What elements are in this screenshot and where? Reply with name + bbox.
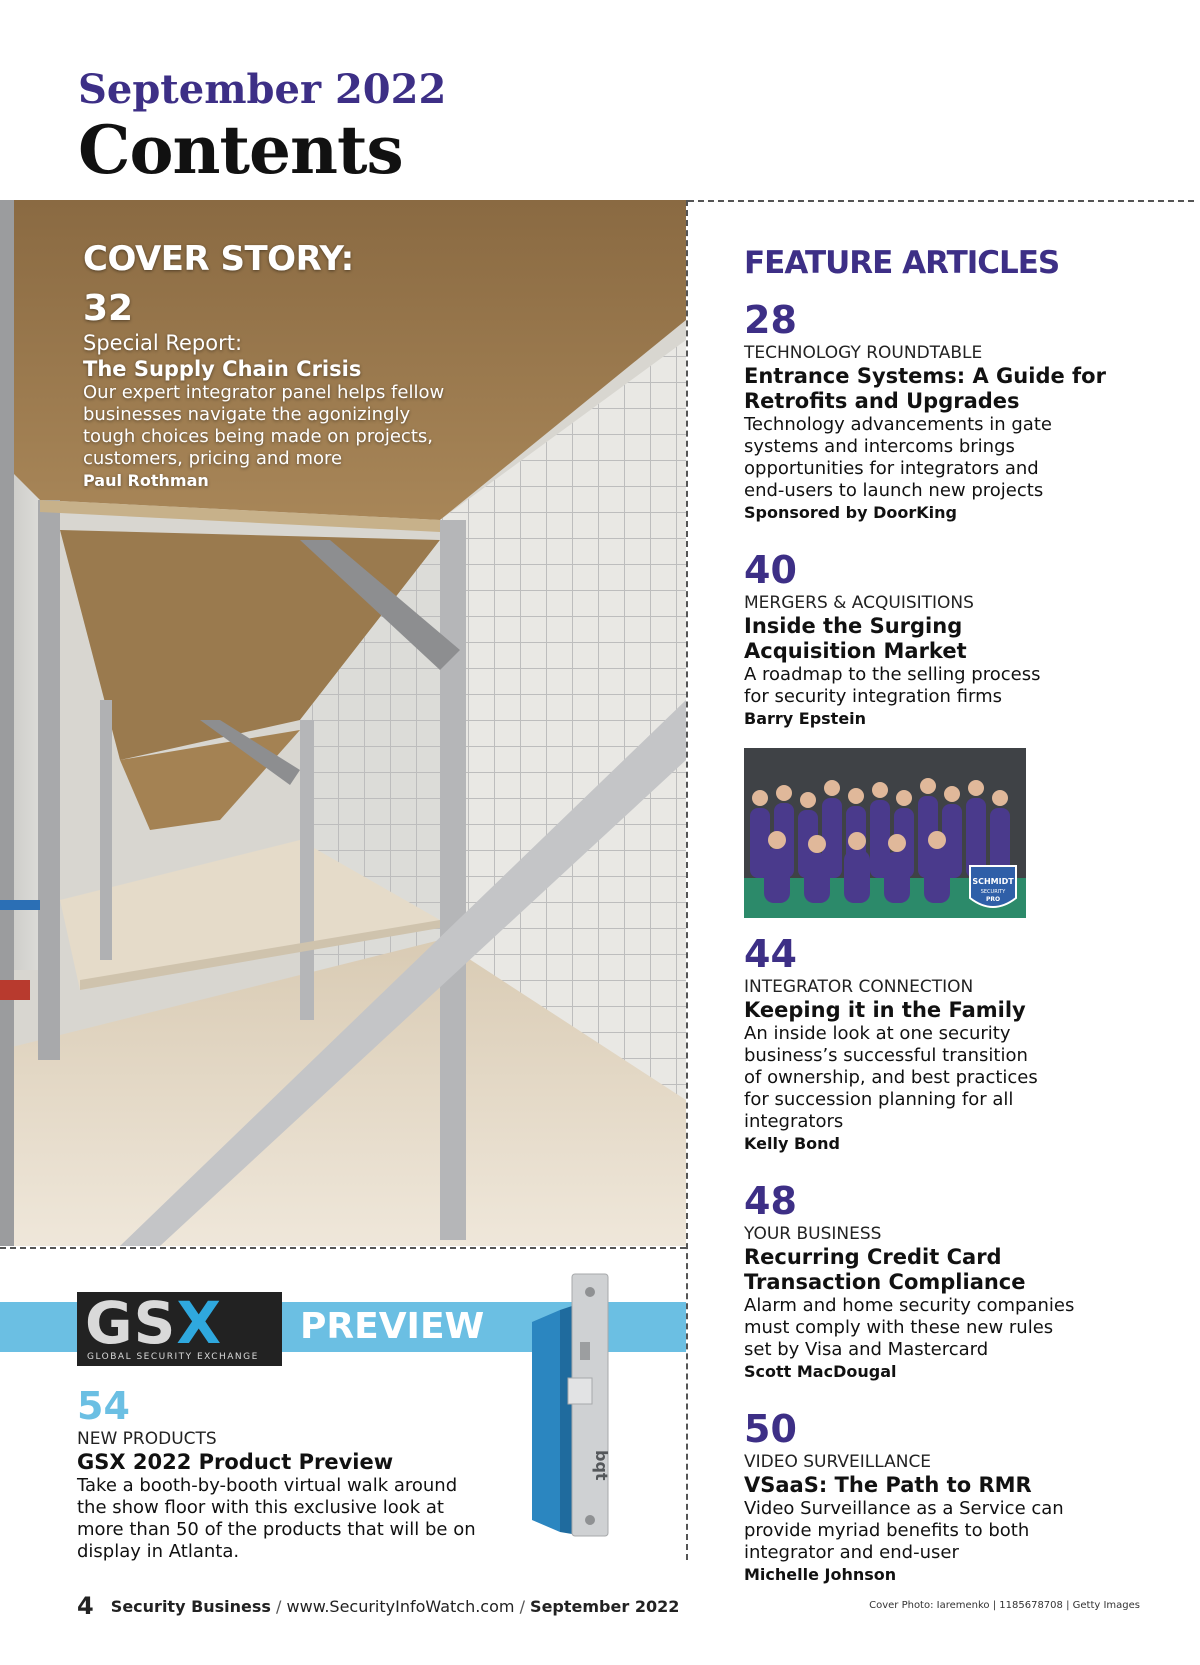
page-footer	[77, 1592, 679, 1621]
article-category: TECHNOLOGY ROUNDTABLE	[744, 343, 983, 363]
gsx-logo-text: GS	[85, 1289, 177, 1357]
article-desc-line: Alarm and home security companies	[744, 1295, 1075, 1316]
article-title-line[interactable]: Recurring Credit Card	[744, 1245, 1002, 1269]
article-desc-line: systems and intercoms brings	[744, 436, 1015, 457]
article-desc-line: for succession planning for all	[744, 1089, 1014, 1110]
cover-story-desc-line: tough choices being made on projects,	[83, 426, 433, 447]
article-desc-line: of ownership, and best practices	[744, 1067, 1038, 1088]
article-page-number[interactable]: 44	[744, 932, 797, 976]
feature-article[interactable]	[744, 298, 1184, 524]
article-author: Michelle Johnson	[744, 1565, 897, 1584]
cover-story-author: Paul Rothman	[83, 471, 209, 490]
article-page-number[interactable]: 48	[744, 1179, 797, 1223]
article-desc-line: end-users to launch new projects	[744, 480, 1044, 501]
cover-story-block[interactable]	[83, 238, 503, 492]
article-title-line[interactable]: Retrofits and Upgrades	[744, 389, 1020, 413]
article-desc-line: integrators	[744, 1111, 844, 1132]
article-title-line[interactable]: Keeping it in the Family	[744, 998, 1026, 1022]
article-desc-line: Video Surveillance as a Service can	[744, 1498, 1064, 1519]
footer-issue: September 2022	[530, 1597, 680, 1616]
footer-magazine: Security Business	[110, 1597, 271, 1616]
cover-story-desc-line: businesses navigate the agonizingly	[83, 404, 411, 425]
article-category: MERGERS & ACQUISITIONS	[744, 593, 974, 613]
cover-story-desc-line: Our expert integrator panel helps fellow	[83, 382, 445, 403]
article-desc-line: for security integration firms	[744, 686, 1002, 707]
gsx-preview-label: PREVIEW	[300, 1306, 485, 1347]
gsx-article-desc-line: Take a booth-by-booth virtual walk around	[77, 1475, 458, 1496]
article-author: Kelly Bond	[744, 1134, 840, 1153]
cover-story-kicker: COVER STORY:	[83, 239, 354, 279]
footer-separator: /	[519, 1597, 525, 1616]
article-desc-line: integrator and end-user	[744, 1542, 959, 1563]
footer-separator: /	[276, 1597, 282, 1616]
feature-article[interactable]	[744, 932, 1184, 1155]
door-lock-product-image	[524, 1270, 620, 1540]
footer-url[interactable]: www.SecurityInfoWatch.com	[286, 1597, 515, 1616]
feature-articles-heading: FEATURE ARTICLES	[744, 245, 1060, 281]
gsx-logo-subtitle: GLOBAL SECURITY EXCHANGE	[87, 1352, 259, 1362]
article-desc-line: set by Visa and Mastercard	[744, 1339, 989, 1360]
article-page-number[interactable]: 28	[744, 298, 797, 342]
cover-story-title-line2[interactable]: The Supply Chain Crisis	[83, 357, 362, 381]
gsx-article-category: NEW PRODUCTS	[77, 1429, 217, 1449]
article-desc-line: An inside look at one security	[744, 1023, 1011, 1044]
article-page-number[interactable]: 40	[744, 548, 797, 592]
article-title-line[interactable]: Entrance Systems: A Guide for	[744, 364, 1106, 388]
top-right-divider	[688, 200, 1194, 202]
article-desc-line: must comply with these new rules	[744, 1317, 1054, 1338]
page-title: Contents	[78, 111, 403, 189]
feature-articles	[744, 242, 1184, 1610]
gsx-section-divider	[0, 1247, 686, 1249]
team-badge-line: SECURITY	[980, 889, 1006, 895]
article-title-line[interactable]: Inside the Surging	[744, 614, 963, 638]
gsx-article-desc-line: the show floor with this exclusive look at	[77, 1497, 444, 1518]
gsx-logo-x: X	[176, 1289, 223, 1357]
article-desc-line: opportunities for integrators and	[744, 458, 1039, 479]
article-desc-line: A roadmap to the selling process	[744, 664, 1041, 685]
article-category: INTEGRATOR CONNECTION	[744, 977, 974, 997]
gsx-article-desc-line: more than 50 of the products that will be on	[77, 1519, 476, 1540]
article-author: Sponsored by DoorKing	[744, 503, 957, 522]
feature-article[interactable]	[744, 1179, 1184, 1383]
cover-photo[interactable]	[0, 200, 686, 1246]
article-author: Barry Epstein	[744, 709, 867, 728]
team-photo	[744, 748, 1026, 918]
gsx-logo	[77, 1289, 282, 1366]
article-title-line[interactable]: Transaction Compliance	[744, 1270, 1026, 1294]
gsx-article-desc-line: display in Atlanta.	[77, 1541, 240, 1562]
vertical-divider	[686, 200, 688, 1560]
team-badge-line: PRO	[985, 896, 1001, 903]
article-desc-line: Technology advancements in gate	[744, 414, 1052, 435]
feature-article[interactable]	[744, 1407, 1184, 1586]
article-title-line[interactable]: Acquisition Market	[744, 639, 967, 663]
page-header	[78, 66, 447, 189]
cover-story-desc-line: customers, pricing and more	[83, 448, 343, 469]
cover-story-title-line1[interactable]: Special Report:	[83, 331, 243, 355]
article-author: Scott MacDougal	[744, 1362, 897, 1381]
issue-month: September 2022	[78, 66, 447, 113]
feature-article[interactable]	[744, 548, 1184, 730]
footer-page-number: 4	[77, 1592, 94, 1620]
cover-story-page[interactable]: 32	[83, 288, 134, 329]
gsx-article-page[interactable]: 54	[77, 1384, 130, 1428]
cover-photo-credit: Cover Photo: Iaremenko | 1185678708 | Getty Images	[869, 1600, 1140, 1611]
gsx-article[interactable]	[77, 1384, 507, 1563]
gsx-article-title[interactable]: GSX 2022 Product Preview	[77, 1450, 394, 1474]
article-page-number[interactable]: 50	[744, 1407, 797, 1451]
article-desc-line: business’s successful transition	[744, 1045, 1028, 1066]
article-category: VIDEO SURVEILLANCE	[744, 1452, 932, 1472]
team-badge-line: SCHMIDT	[972, 877, 1014, 886]
article-title-line[interactable]: VSaaS: The Path to RMR	[744, 1473, 1032, 1497]
article-desc-line: provide myriad benefits to both	[744, 1520, 1030, 1541]
article-category: YOUR BUSINESS	[744, 1224, 882, 1244]
lock-brand-label: bqt	[592, 1450, 611, 1481]
